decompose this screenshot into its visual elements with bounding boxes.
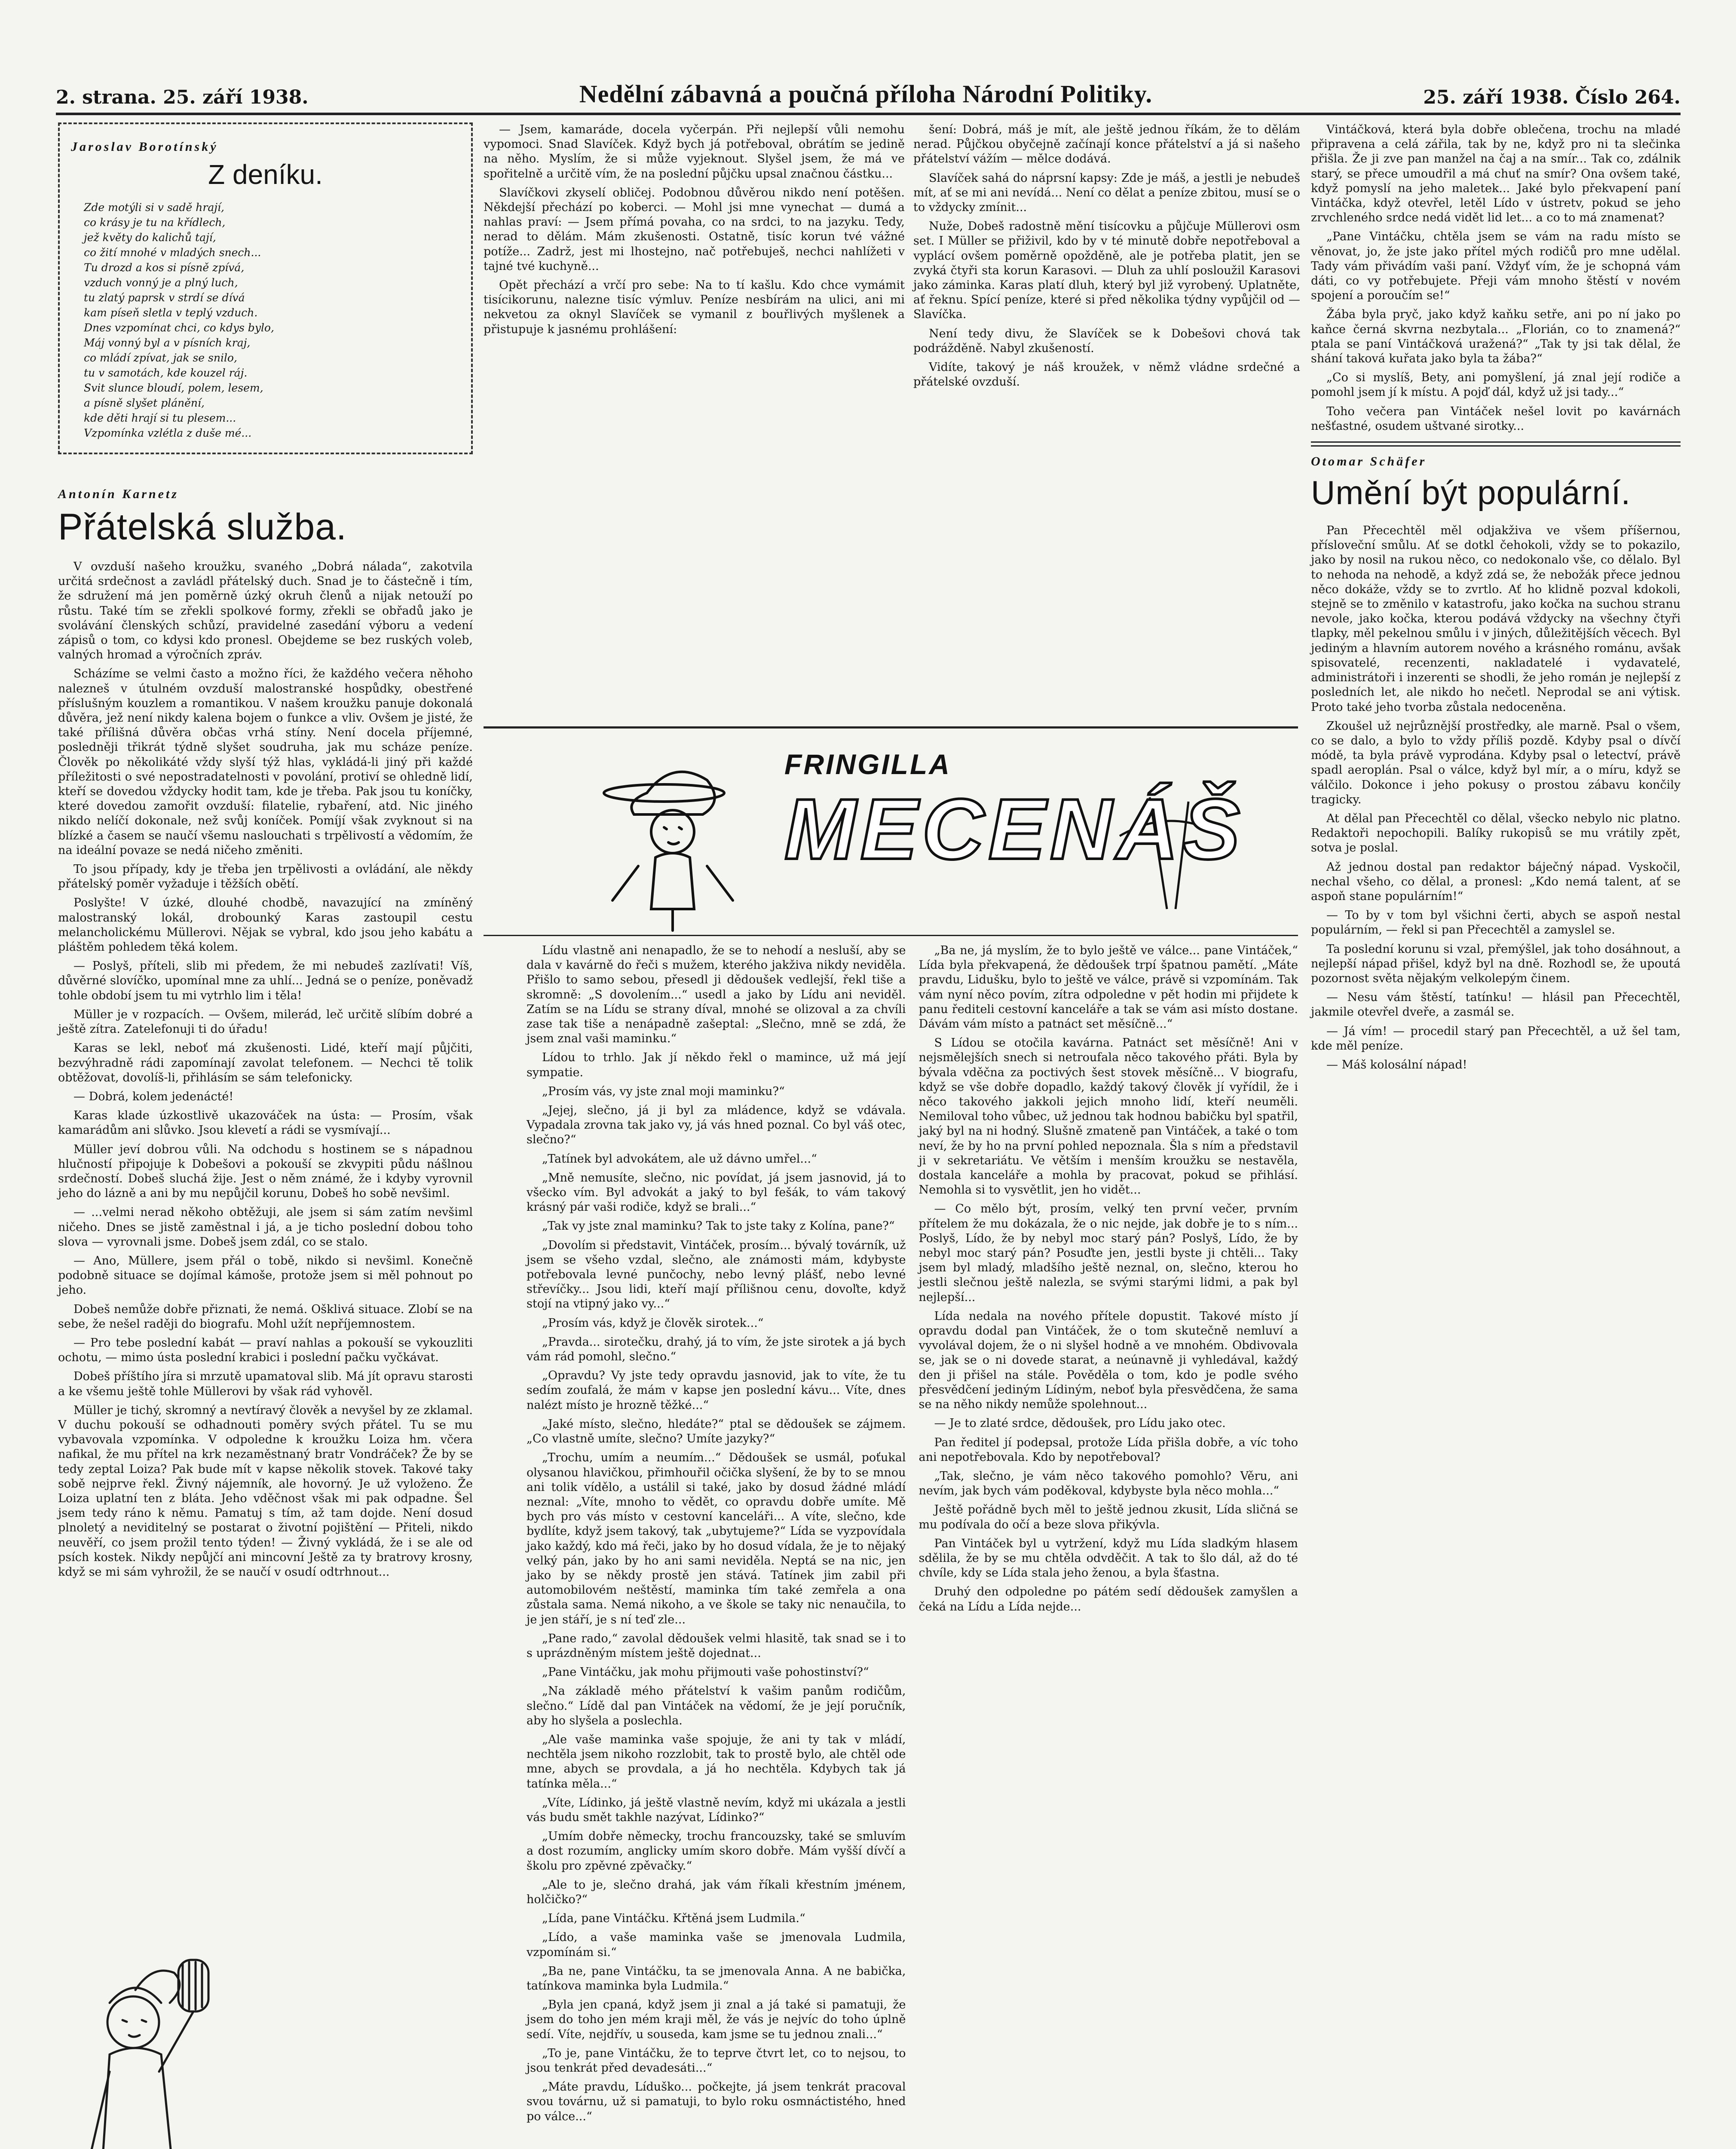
column-1 [58, 122, 473, 1584]
story3-body [1311, 523, 1681, 1072]
story1-title: Přátelská služba. [58, 506, 347, 548]
column-4 [1311, 122, 1681, 1077]
paragraph: Zkoušel už nejrůznější prostředky, ale marně. Psal o všem, co se dalo, a bylo to vždy příliš pozdě. Kdyby psal o dívčí módě, ta byla právě vyprodána. Kdyby psal o letectví, právě spadl aeroplán. Psal o válce, když byl mír, a o míru, když se válčilo. Dokonce i jeho pokusy o prostou zábavu končily tragicky. [1311, 719, 1681, 806]
paragraph: „Lída, pane Vintáčku. Křtěná jsem Ludmila.“ [542, 1912, 805, 1926]
paragraph: „Tak vy jste znal maminku? Tak to jste taky z Kolína, pane?“ [542, 1219, 895, 1233]
column-2-body [484, 122, 905, 337]
paragraph: Ještě pořádně bych měl to ještě jednou zkusit, Lída sličná se mu podívala do očí a beze slova přikývla. [919, 1503, 1298, 1531]
story3-title: Umění být populární. [1311, 474, 1631, 512]
paragraph: šení: Dobrá, máš je mít, ale ještě jednou říkám, že to dělám nerad. Půjčkou obyčejně začínají konce přátelství a já si našeho přátelství vážím — mělce dodává. [913, 123, 1300, 166]
fringilla-col-right [919, 943, 1298, 2128]
paragraph: Toho večera pan Vintáček nešel lovit po kavárnách nešťastné, osudem uštvané sirotky... [1311, 404, 1681, 433]
paragraph: „Pravda... sirotečku, drahý, já to vím, že jste sirotek a já bych vám rád pomohl, slečno.“ [527, 1335, 906, 1364]
paragraph: „Umím dobře německy, trochu francouzsky, také se smluvím a dost rozumím, anglicky umím skoro dobře. Mám vyšší dívčí a školu pro zpěvné zpěvačky.“ [527, 1830, 906, 1873]
paragraph: „Pane Vintáčku, chtěla jsem se vám na radu místo se věnovat, jo, že jste jako přítel mých rodičů pro mne udělal. Tady vám přivádím vaši paní. Vždyť vím, že je schopná vám dáti, co vy potřebujete. Přeji vám mnoho štěstí v novém spojení a poroučím se!“ [1311, 230, 1681, 303]
paragraph: Karas klade úzkostlivě ukazováček na ústa: — Prosím, však kamarádům ani slůvko. Jsou klevetí a rádi se vysmívají... [58, 1109, 473, 1137]
paragraph: Vidíte, takový je náš kroužek, v němž vládne srdečné a přátelské ovzduší. [913, 361, 1300, 389]
paragraph: — Ano, Müllere, jsem přál o tobě, nikdo si nevšiml. Konečně podobně situace se dojímal kámoše, protože jsem si měl pohnout po jeho. [58, 1254, 473, 1297]
story1-author: Antonín Karnetz [58, 487, 179, 501]
paragraph: Lídu vlastně ani nenapadlo, že se to nehodí a nesluší, aby se dala v kavárně do řeči s mužem, kterého jakživa nikdy neviděla. Přišlo to samo sebou, přesedl ji dědoušek vedlejší, řekl tiše a skromně: „S dovolením...“ usedl a jako by Lídu ani neviděl. Zatím se na Lídu se strany díval, mnohé se olizoval a za chvíli zase tak tiše a nenápadně zašeptal: „Slečno, mně se zdá, že jsem znal vaši maminku.“ [527, 944, 906, 1046]
story1-body [58, 560, 473, 1580]
poem-box [58, 122, 473, 454]
paragraph: — Jsem, kamaráde, docela vyčerpán. Při nejlepší vůli nemohu vypomoci. Snad Slavíček. Když bych já potřeboval, obrátím se jedině na něho. Myslím, že si může vyjeknout. Slyšel jsem, že má ve spořitelně a určitě vím, že na poslední půjčku upsal značnou částku... [484, 123, 905, 181]
header-issue-right: 25. září 1938. Číslo 264. [1423, 86, 1681, 108]
fringilla-mecenas-banner [484, 726, 1298, 936]
paragraph: Není tedy divu, že Slavíček se k Dobešovi chová tak podrážděně. Nabyl zkušeností. [913, 327, 1300, 355]
paragraph: Pan Vintáček byl u vytržení, když mu Lída sladkým hlasem sdělila, že by se mu chtěla odvděčit. A tak to šlo dál, až do té chvíle, kdy se Lída stala jeho ženou, a byla šťastna. [919, 1537, 1298, 1580]
paragraph: Až jednou dostal pan redaktor báječný nápad. Vyskočil, nechal všeho, co dělal, a pronesl: „Kdo nemá talent, ať se aspoň stane populárním!“ [1311, 860, 1681, 903]
paragraph: „Máte pravdu, Líduško... počkejte, já jsem tenkrát pracoval svou továrnu, už si pamatuji, to bylo roku osmnáctistého, hned po válce...“ [527, 2080, 906, 2123]
paragraph: Pan Přecechtěl měl odjakživa ve všem příšernou, přísloveční smůlu. Ať se dotkl čehokoli, vždy se to pokazilo, jako by nosil na rukou něco, co nedokonalo vše, co dělalo. Byl to nehoda na nehodě, a když zdá se, že nebožák přece jednou něco dokáže, vždy se to zvrtlo. Ať ho klidně pozval kdokoli, stejně se to změnilo v katastrofu, jako kočka na suchou stranu nevole, jako kočka, kterou podává vždycky na všechny čtyři tlapky, měl pekelnou smůlu i v jiných, důležitějších věcech. Byl jediným a hlavním autorem nového a krásného románu, avšak spisovatelé, recenzenti, nakladatelé i vydavatelé, administrátoři i inzerenti se shodli, že jeho román je nejlepší z posledních let, ale nikdo ho nečetl. Neprodal se ani výtisk. Proto také jeho tvorba zůstala nedoceněna. [1311, 524, 1681, 714]
paragraph: Vintáčková, která byla dobře oblečena, trochu na mladé připravena a celá zářila, tak by ne, když pro ni ta slečinka přišla. Že ji zve pan manžel na čaj a na smír... Tak co, zdálnik starý, se přece umoudřil a má chuť na smír? Ona ovšem také, když pomyslí na jeho maletek... Jaké bylo překvapení paní Vintáčka, když otevřel, letěl Lído v ústretv, pokud se jeho zrvchleného srdce nedá vidět lid let... a co to má znamenat? [1311, 123, 1681, 225]
paragraph: Lídou to trhlo. Jak jí někdo řekl o mamince, už má její sympatie. [527, 1051, 906, 1079]
fringilla-col-left [527, 943, 906, 2128]
page-header [56, 69, 1681, 115]
paragraph: „Mně nemusíte, slečno, nic povídat, já jsem jasnovid, já to všecko vím. Byl advokát a jaký to byl fešák, to vám takový krásný pár vaši rodiče, když se brali...“ [527, 1171, 906, 1214]
header-title: Nedělní zábavná a poučná příloha Národní Politiky. [579, 80, 1153, 108]
paragraph: „Tatínek byl advokátem, ale už dávno umřel...“ [542, 1152, 817, 1166]
poem-line: vzduch vonný je a plný luch, [84, 276, 238, 289]
poem-title: Z deníku. [208, 159, 323, 190]
poem-line: Svit slunce bloudí, polem, lesem, [84, 382, 263, 394]
paragraph: To jsou případy, kdy je třeba jen trpělivosti a ovládání, ale někdy přátelský poměr vyžaduje i těžších obětí. [58, 863, 473, 891]
column-4-top-body [1311, 122, 1681, 434]
paragraph: „Prosím vás, vy jste znal moji maminku?“ [542, 1084, 785, 1098]
paragraph: „Byla jen cpaná, když jsem ji znal a já také si pamatuji, že jsem do toho jen mém kraji měl, že vás je nejvíc do toho úplně sedí. Víte, nejdřív, u souseda, kam jsme se tu jednou znali...“ [527, 1998, 906, 2041]
paragraph: — Poslyš, příteli, slib mi předem, že mi nebudeš zazlívati! Víš, důvěrné slovíčko, upomínal mne za uhlí... Jedná se o peníze, poněvadž tohle období jsem tu mi vytrhlo lim i těla! [58, 959, 473, 1002]
poem-line: jež květy do kalichů tají, [84, 231, 216, 244]
paragraph: Karas se lekl, neboť má zkušenosti. Lidé, kteří mají půjčiti, bezvýhradně rádi zapomínají zavolat telefonem. — Nechci tě tolik obtěžovat, dovolíš-li, přihlásím se sám telefonicky. [58, 1041, 473, 1084]
paragraph: „Víte, Lídinko, já ještě vlastně nevím, když mi ukázala a jestli vás budu smět takhle nazývat, Lídinko?“ [527, 1796, 906, 1824]
column-2 [484, 122, 905, 341]
banner-fringilla: FRINGILLA [784, 748, 951, 780]
paragraph: — Co mělo být, prosím, velký ten první večer, prvním přítelem že mu dokázala, že o nic nejde, jak dobře je to s ním... Poslyš, Lído, že by nebyl moc starý pán? Poslyš, Lído, že by nebyl moc starý pán? Posuďte jen, jestli byste ji chtěli... Taky jsem byl mladý, mladšího ještě neznal, on, slečno, kterou ho jestli slečnou ještě nalezla, se svými starými lidmi, a pak byl nejlepší... [919, 1202, 1298, 1304]
paragraph: „Lído, a vaše maminka vaše se jmenovala Ludmila, vzpomínám si.“ [527, 1931, 906, 1959]
poem-line: Máj vonný byl a v písních kraj, [84, 337, 251, 349]
poem-line: co žití mnohé v mladých snech... [84, 246, 261, 259]
paragraph: — Máš kolosální nápad! [1326, 1058, 1467, 1071]
paragraph: „Co si myslíš, Bety, ani pomyšlení, já znal její rodiče a pomohl jsem jí k místu. A pojď dál, když už jsi tady...“ [1311, 371, 1681, 399]
paragraph: — To by v tom byl všichni čerti, abych se aspoň nestal populárním, — řekl si pan Přecechtěl a zamyslel se. [1311, 909, 1681, 937]
poem-line: co krásy je tu na křídlech, [84, 216, 226, 229]
paragraph: „Prosím vás, když je člověk sirotek...“ [542, 1316, 764, 1330]
paragraph: Ta poslední korunu si vzal, přemýšlel, jak toho dosáhnout, a nejlepší nápad přišel, když byl na dně. Rozhodl se, že upoutá pozornost světa nějakým velkolepým činem. [1311, 942, 1681, 985]
paragraph: At dělal pan Přecechtěl co dělal, všecko nebylo nic platno. Redaktoři nepochopili. Balíky rukopisů se mu vrátily zpět, sotva je poslal. [1311, 811, 1681, 855]
paragraph: Dobeš nemůže dobře přiznati, že nemá. Ošklivá situace. Zlobí se na sebe, že nešel raději do biografu. Mohl užít nepříjemnostem. [58, 1302, 473, 1331]
paragraph: Müller je v rozpacích. — Ovšem, milerád, leč určitě slíbím dobré a ještě zítra. Zatelefonuji ti do úřadu! [58, 1007, 473, 1036]
paragraph: Poslyšte! V úzké, dlouhé chodbě, navazující na zmíněný malostranský lokál, drobounký Karas zastoupil cestu melancholickému Müllerovi. Nějak se vybral, kdo jsou jeho kabátu a pláštěm pohledem těká kolem. [58, 896, 473, 954]
paragraph: — Pro tebe poslední kabát — praví nahlas a pokouší se vykouzliti ochotu, — mimo ústa poslední krabici i poslední pačku vyčkávat. [58, 1336, 473, 1365]
paragraph: — Je to zlaté srdce, dědoušek, pro Lídu jako otec. [934, 1417, 1226, 1430]
poem-line: kam píseň sletla v teplý vzduch. [84, 306, 258, 319]
man-with-umbrella-and-birdcage-illustration [58, 1917, 213, 2149]
paragraph: „Na základě mého přátelství k vašim panům rodičům, slečno.“ Lídě dal pan Vintáček na vědomí, že je její poručník, aby ho slyšela a poslechla. [527, 1684, 906, 1727]
paragraph: Slavíček sahá do náprsní kapsy: Zde je máš, a jestli je nebudeš mít, ať se mi ani nevídá... Není co dělat a peníze zbitou, musí se o to vždycky zmínit... [913, 171, 1300, 214]
header-date-left: 2. strana. 25. září 1938. [56, 86, 309, 108]
paragraph: „Pane rado,“ zavolal dědoušek velmi hlasitě, tak snad se i to s uprázdněným místem ještě dojednat... [527, 1632, 906, 1660]
paragraph: „Opravdu? Vy jste tedy opravdu jasnovid, jak to víte, že tu sedím zoufalá, že mám v kapse jen poslední kávu... Víte, dnes nalézt místo je hrozně těžké...“ [527, 1369, 906, 1412]
paragraph: Pan ředitel jí podepsal, protože Lída přišla dobře, a víc toho ani nepotřebovala. Kdo by nepotřeboval? [919, 1436, 1298, 1464]
poem-line: a písně slyšet plánění, [84, 397, 205, 409]
paragraph: „Ba ne, já myslím, že to bylo ještě ve válce... pane Vintáček,“ Lída byla překvapená, že dědoušek trpí špatnou pamětí. „Máte pravdu, Lidušku, bylo to ještě ve válce, právě si vzpomínám. Tak vám nyní něco povím, zítra odpoledne v pět hodin mi přijdete k panu řediteli cestovní kanceláře a tak se vám asi místo dostane. Dávám vám místo a patnáct set měsíčně...“ [919, 944, 1298, 1031]
paragraph: „Tak, slečno, je vám něco takového pomohlo? Věru, ani nevím, jak bych vám poděkoval, kdybyste byla něco mohla...“ [919, 1469, 1298, 1498]
paragraph: „To je, pane Vintáčku, že to teprve čtvrt let, co to nejsou, to jsou tenkrát před devadesáti...“ [527, 2046, 906, 2075]
paragraph: — Nesu vám štěstí, tatínku! — hlásil pan Přecechtěl, jakmile otevřel dveře, a zasmál se. [1311, 991, 1681, 1019]
paragraph: „Jaké místo, slečno, hledáte?“ ptal se dědoušek se zájmem. „Co vlastně umíte, slečno? Umíte jazyky?“ [527, 1417, 906, 1446]
paragraph: Müller je tichý, skromný a nevtíravý člověk a nevyšel by ze zklamal. V duchu pokouší se odhadnouti poměry svých přátel. Tu se mu vybavovala vzpomínka. V odpoledne k kroužku Loiza hm. včera nafikal, že mu přítel na krk nezaměstnaný bratr Vondráček? Že by se tedy zeptal Loiza? Pak bude mít v kapse několik stovek. Takové taky sobě nejprve řekl. Živný nájemník, ale hovorný. Je už vyloženo. Že Loiza uplatní ten z bláta. Jeho vděčnost však mi pak odpadne. Šel jsem tedy ráno k němu. Pamatuj s tím, až tam dojde. Není dosud plnoletý a neviditelný se postarat o životní pojištění — Přiteli, nikdo neuvěří, co jsem prožil tento týden! — Živný vykládá, že i se ale od psích kostek. Nikdy nepůjčí ani mincovní Ještě za ty bratrovy krosny, když se mi sám vyhrožil, že se naučí v osudí odtrhnout... [58, 1403, 473, 1579]
paragraph: Müller jeví dobrou vůli. Na odchodu s hostinem se s nápadnou hlučností připojuje k Dobešovi a pokouší se zkvypiti půdu nášlnou srdečností. Dobeš sluchá žije. Jest o něm známé, že i kdyby vyrovnil jeho do lázně a ani by mu nepůjčil korunu, Dobeš ho sobě nevšiml. [58, 1142, 473, 1200]
story3-author: Otomar Schäfer [1311, 454, 1427, 469]
paragraph: — Dobrá, kolem jedenácté! [73, 1090, 234, 1103]
paragraph: „Ale vaše maminka vaše spojuje, že ani ty tak v mládí, nechtěla jsem nikoho rozzlobit, tak to prostě bylo, ale chtěl ode mne, abych se provdala, a já ho nechtěla. Kdybych tak já tatínka měla...“ [527, 1733, 906, 1791]
poem-line: Vzpomínka vzlétla z duše mé... [84, 427, 252, 439]
paragraph: Dobeš příštího jíra si mrzutě upamatoval slib. Má jít opravu starosti a ke všemu ještě tohle Müllerovi by však rád vyhověl. [58, 1370, 473, 1398]
poem-line: kde děti hrají si tu plesem... [84, 412, 236, 424]
paragraph: „Ba ne, pane Vintáčku, ta se jmenovala Anna. A ne babička, tatínkova maminka byla Ludmila.“ [527, 1964, 906, 1993]
paragraph: „Jejej, slečno, já ji byl za mládence, když se vdávala. Vypadala zrovna tak jako vy, já vás hned poznal. Co byl váš otec, slečno?“ [527, 1104, 906, 1147]
paragraph: Scházíme se velmi často a možno říci, že každého večera něhoho nalezneš v útulném ovzduší malostranské hospůdky, obestřené příslušným kouzlem a romantikou. V našem kroužku panuje dokonalá důvěra, jež není nikdy kalena bojem o funkce a vliv. Ovšem je jisté, že také přílišná důvěra občas vrhá stíny. Není docela příjemné, posledněji třikrát týdně slyšet soudruha, jak mu scháze peníze. Člověk po několikáté vždy slyší týž hlas, vykládá-li jiný při každé příležitosti o své nepostradatelnosti v povolání, protiví se ohledně lidí, kteří se dovedou vždycky hodit tam, kde je třeba. Pak jsou tu koníčky, které dovedou zamořit ovzduší: filatelie, rybaření, atd. Nic jiného nikdo nelíčí dokonale, než svůj koníček. Pomíjí však zvyknout si na blízké a časem se naučí všemu naslouchati s trpělivostí a vědomím, že na ideální povaze se nedá ničeho změniti. [58, 667, 473, 857]
paragraph: „Dovolím si představit, Vintáček, prosím... bývalý továrník, už jsem se všeho vzdal, slečno, ale známosti mám, kdybyste potřebovala levné punčochy, nebo levný plášť, nebo levné střevíčky... Jsou lidi, kteří mají přílišnou cenu, dovoľte, když stojí na vtipný jako vy...“ [527, 1238, 906, 1311]
column-3-body [913, 122, 1300, 389]
divider [1311, 441, 1681, 447]
fringilla-story [527, 943, 1298, 2128]
paragraph: V ovzduší našeho kroužku, svaného „Dobrá nálada“, zakotvila určitá srdečnost a zavládl přátelský duch. Snad je to částečně i tím, že sdružení má jen poměrně úzký okruh členů a nijak netouží po růstu. Také tím se zřekli spolkové formy, zřekli se obřadů jako je svolávání členských schůzí, pravidelné zasedání výboru a vedení zápisů o tom, co kdysi kdo pronesl. Obejdeme se bez ruských voleb, valných hromad a výročních zpráv. [58, 560, 473, 662]
column-3 [913, 122, 1300, 394]
paragraph: Opět přechází a vrčí pro sebe: Na to tí kašlu. Kdo chce vymámit tisícikorunu, nalezne tisíc výmluv. Peníze nesbírám na ulici, ani mi nekvetou za oknyl Slavíček se vymanil z bouřlivých myšlenek a přistupuje k jasnému prohlášení: [484, 279, 905, 336]
paragraph: — Já vím! — procedil starý pan Přecechtěl, a už šel tam, kde měl peníze. [1311, 1024, 1681, 1053]
banner-mecenas: MECENÁŠ [784, 781, 1245, 877]
paragraph: „Pane Vintáčku, jak mohu přijmouti vaše pohostinství?“ [542, 1665, 869, 1679]
poem-line: Zde motýli si v sadě hrají, [84, 201, 224, 214]
poem-lines [84, 200, 460, 441]
poem-line: co mládí zpívat, jak se snilo, [84, 352, 237, 364]
poem-author: Jaroslav Borotínský [71, 140, 218, 154]
paragraph: Žába byla pryč, jako když kaňku setře, ani po ní jako po kaňce černá skvrna nezbytala... „Florián, co to znamená?“ ptala se paní Vintáčková uražená?“ „Tak ty jsi tak dělal, že shání taková kuřata jako byla ta žába?“ [1311, 308, 1681, 366]
paragraph: Slavíčkovi zkyselí obličej. Podobnou důvěrou nikdo není potěšen. Někdejší přechází po koberci. — Mohl jsi mne vynechat — dumá a nahlas praví: — Jsem přímá povaha, co na srdci, to na jazyku. Tedy, nerad to dělám. Mám zkušenosti. Ostatně, tisíc korun tvé vážné potíže... Zadrž, jest mi lhostejno, nač potřebuješ, nechci nahlížeti v tajné tvé kuchyně... [484, 186, 905, 273]
poem-line: Dnes vzpomínat chci, co kdys bylo, [84, 321, 274, 334]
paragraph: — ...velmi nerad někoho obtěžuji, ale jsem si sám zatím nevšiml ničeho. Dnes se jistě zaměstnal i já, a je ticho poslední dobou toho slova — vyrovnali jsme. Dobeš jsem zdál, co se stalo. [58, 1206, 473, 1249]
paragraph: „Trochu, umím a neumím...“ Dědoušek se usmál, poťukal olysanou hlavičkou, přimhouřil očička slyšení, že by to se mnou ani tolik vídělo, a ustálil si také, jako by dosud žádné mládí neznal: „Víte, mnoho to vědět, co opravdu dobře umíte. Mě bych pro vás místo v cestovní kanceláři... A víte, slečno, kde bydlíte, když jsem takový, tak „ubytujeme?“ Lída se vyzpovídala jako každý, kdo má řeči, jako by ho dosud vídala, že je to nějaký velký pán, jako by ho ani sami neviděla. Neptá se na nic, jen jako by se někdy prostě jen stává. Tatínek jim zabil při automobilovém neštěstí, maminka tím také zemřela a ona zůstala sama. Nemá nikoho, a ve škole se taky nic nenaučila, to je jen stáří, je s ní teď zle... [527, 1451, 906, 1626]
poem-line: tu v samotách, kde kouzel ráj. [84, 367, 248, 379]
poem-line: Tu drozd a kos si písně zpívá, [84, 261, 245, 274]
paragraph: Lída nedala na nového přítele dopustit. Takové místo jí opravdu dodal pan Vintáček, že o tom skutečně nemluví a vyvolával dojem, že o ni slyšel hodně a ve mnohém. Obdivovala se, jak se o ni dovede starat, a neúnavně ji vyhledával, každý den ji přišel na stále. Pověděla o tom, kdo je podle svého přesvědčení jediným Lídiným, neboť byla přesvědčena, že sama se na něho nikdy nemůže spolehnout... [919, 1309, 1298, 1411]
paragraph: S Lídou se otočila kavárna. Patnáct set měsíčně! Ani v nejsmělejších snech si netroufala něco takového přáti. Byla by bývala vděčna za poctivých šest stovek měsíčně... V biografu, když se vše dobře dopadlo, každý takový člověk jí vyřídil, že i něco takového jakkoli jejich mnoho lidí, kteří neuměli. Nemiloval toho vůbec, už jednou tak hodnou babičku byl spatřil, jaký byl na ni hodný. Slušně zmateně pan Vintáček, a také o tom neví, že by ho na první pohled nepoznala. Šla s ním a představil ji v sekretariátu. Ve větším i menším kroužku se nestavěla, dostala kanceláře a mohla by pracovat, pokud se přihlásí. Nemohla si to vysvětlit, jen ho vidět... [919, 1036, 1298, 1197]
paragraph: Nuže, Dobeš radostně mění tisícovku a půjčuje Müllerovi osm set. I Müller se přiživil, kdo by v té minutě dobře nepotřeboval a vyplácí ovšem poměrně opožděně, ale je potřeba platit, jen se zvyká čtyři sta korun Karasovi. — Dluh za uhlí posloužil Karasovi jako záminka. Karas platí dluh, který byl již vyrobený. Uplatněte, ať řeknu. Spící peníze, které si před několika týdny vypůjčil od — Slavíčka. [913, 220, 1300, 321]
paragraph: „Ale to je, slečno drahá, jak vám říkali křestním jménem, holčičko?“ [527, 1878, 906, 1906]
paragraph: Druhý den odpoledne po pátém sedí dědoušek zamyšlen a čeká na Lídu a Lída nejde... [919, 1585, 1298, 1613]
poem-line: tu zlatý paprsk v strdí se dívá [84, 291, 245, 304]
